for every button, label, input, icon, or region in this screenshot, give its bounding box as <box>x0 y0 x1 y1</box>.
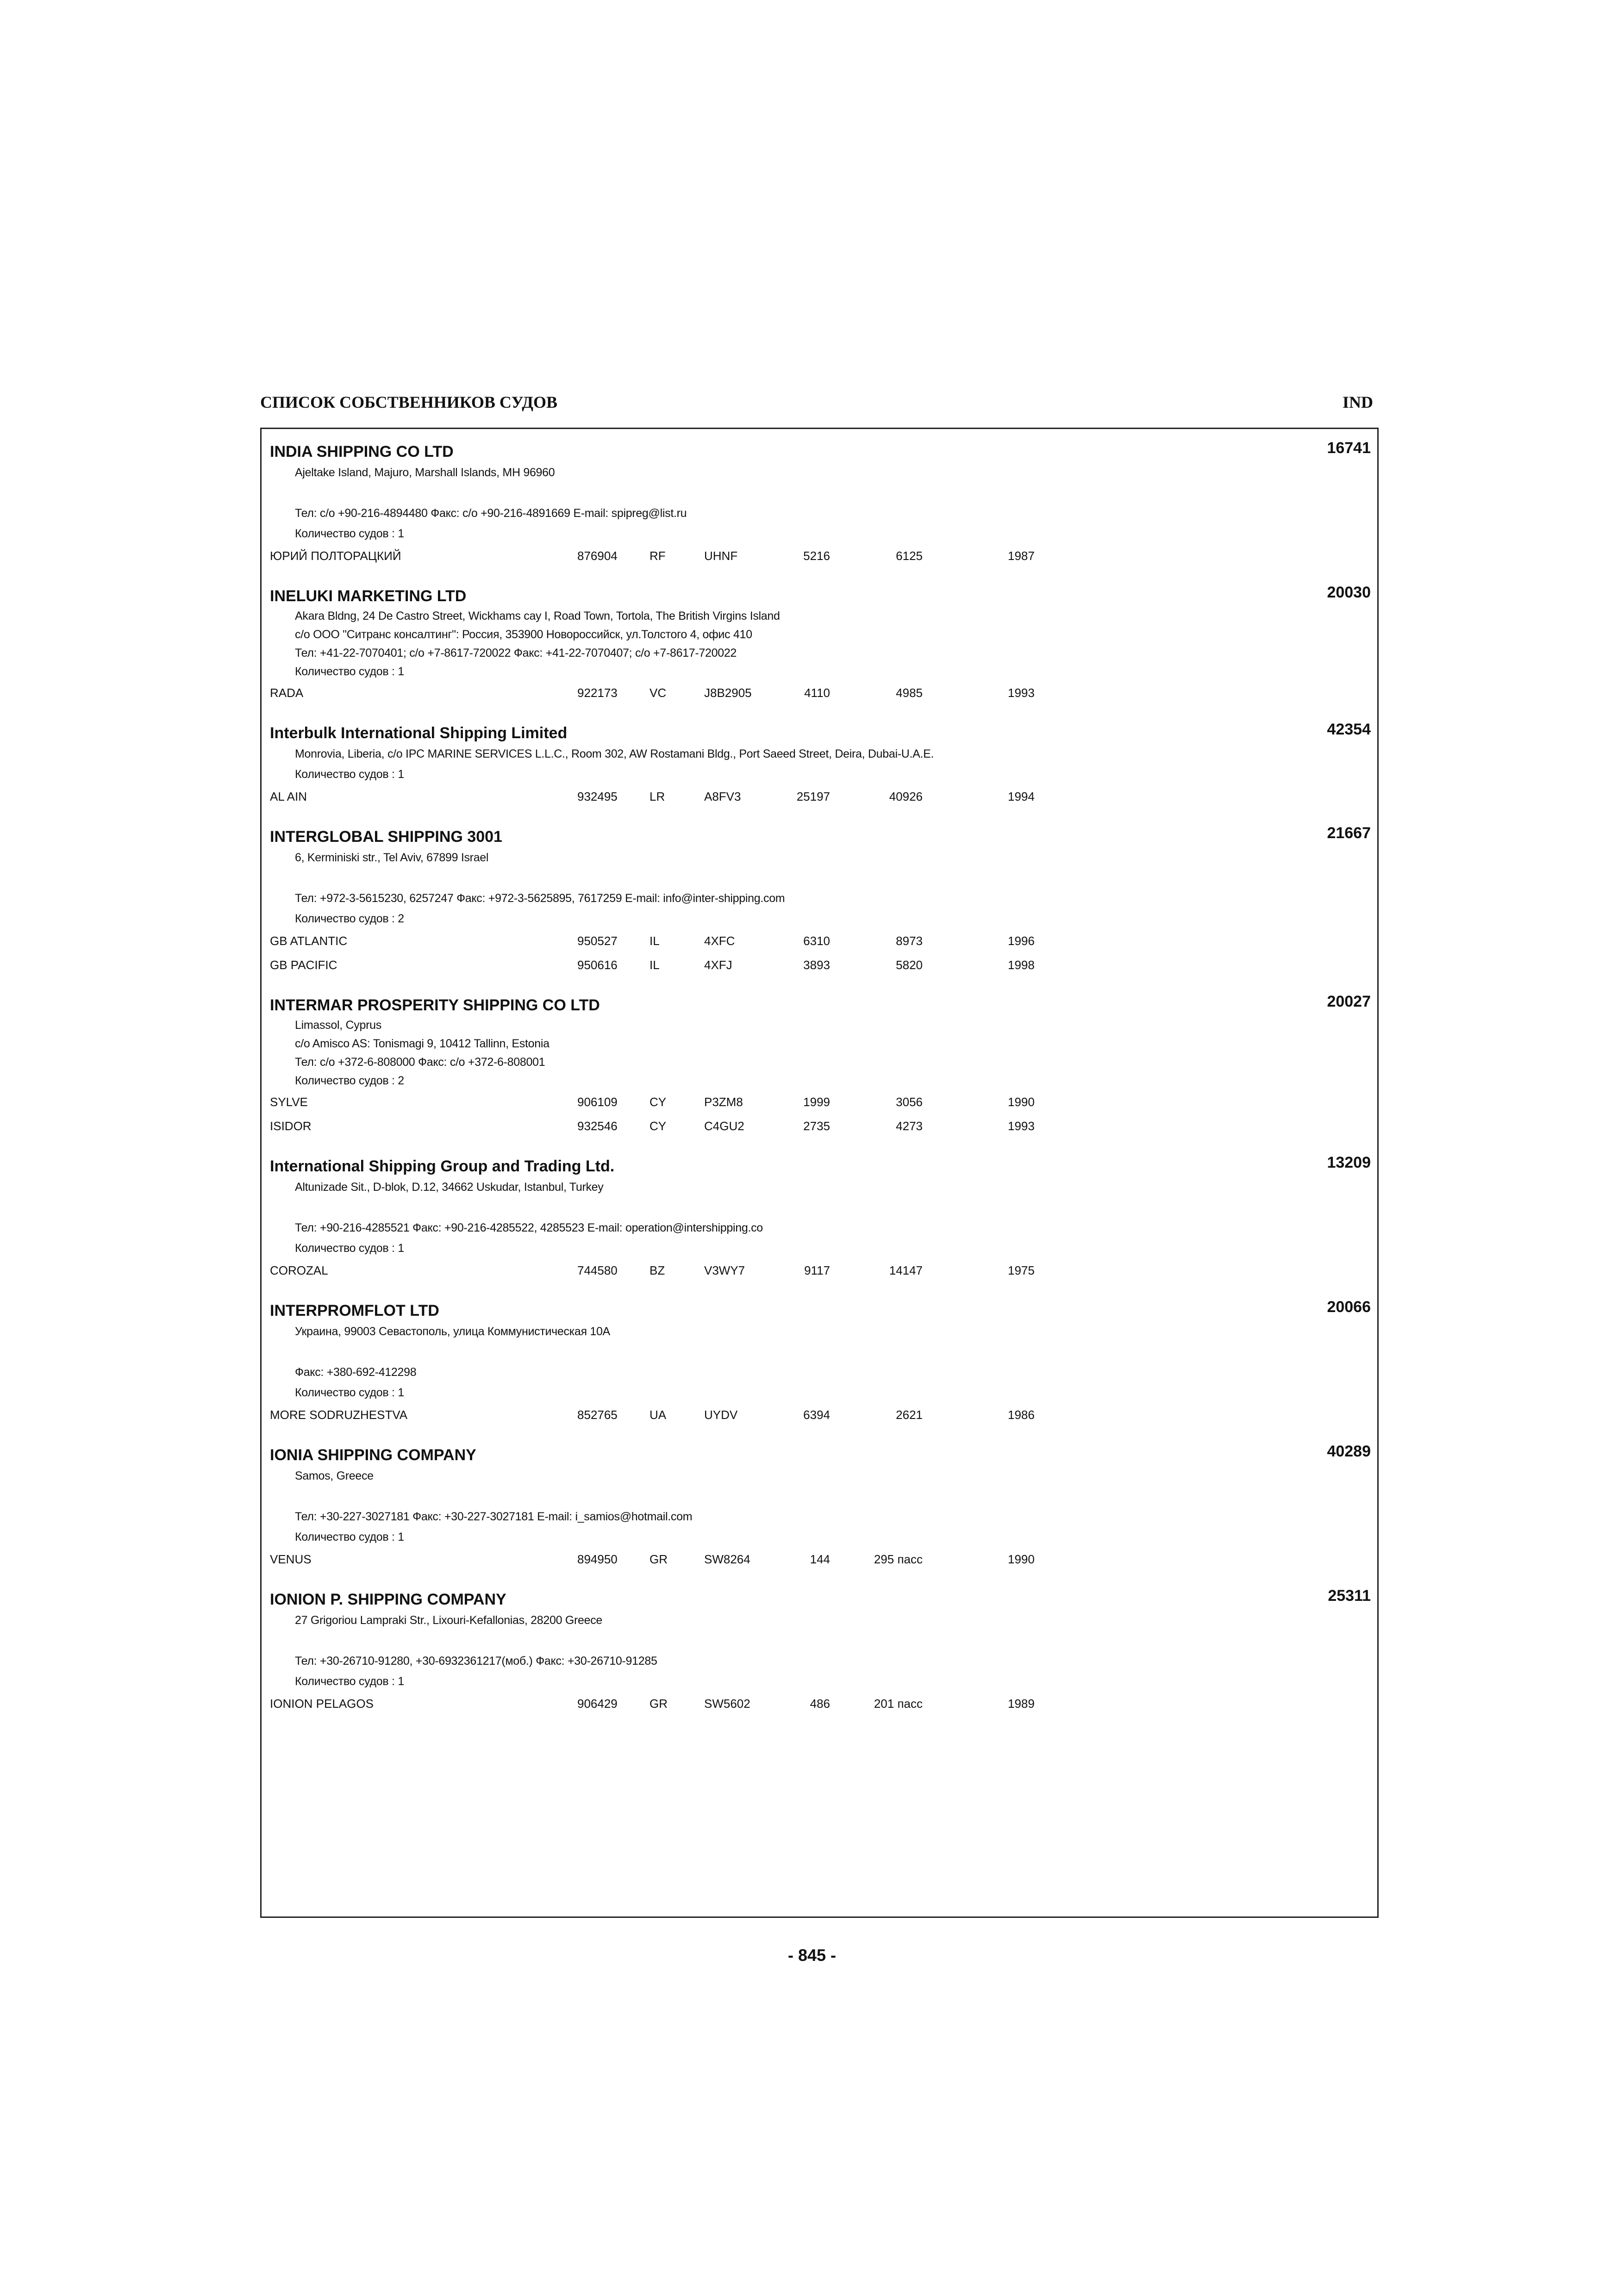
vessel-year: 1989 <box>1008 1697 1035 1711</box>
owner-entry <box>270 1298 1371 1427</box>
owner-entry <box>270 1443 1371 1571</box>
vessel-name: IONION PELAGOS <box>270 1697 374 1711</box>
owner-name: INTERPROMFLOT LTD <box>270 1302 439 1319</box>
vessel-flag: GR <box>650 1552 668 1566</box>
owner-entries <box>270 439 1371 1731</box>
owner-info-line: Limassol, Cyprus <box>295 1019 381 1032</box>
owner-reg-number: 40289 <box>1327 1443 1371 1460</box>
owner-info-line: Факс: +380-692-412298 <box>295 1366 417 1379</box>
vessel-year: 1987 <box>1008 549 1035 563</box>
owner-entry <box>270 824 1371 977</box>
owner-reg-number: 20027 <box>1327 993 1371 1010</box>
vessel-callsign: C4GU2 <box>704 1119 744 1133</box>
spacer <box>270 868 1371 888</box>
vessel-gt: 144 <box>810 1552 830 1566</box>
vessel-imo: 950527 <box>577 934 618 948</box>
owner-info-line: Тел: +30-227-3027181 Факс: +30-227-3027181 E-mail: i_samios@hotmail.com <box>295 1510 693 1523</box>
vessel-imo: 852765 <box>577 1408 618 1422</box>
owner-reg-number: 20066 <box>1327 1298 1371 1316</box>
vessel-imo: 950616 <box>577 958 618 972</box>
vessel-row <box>270 1258 1371 1282</box>
page-header <box>260 392 1380 416</box>
vessel-name: RADA <box>270 686 304 700</box>
vessel-imo: 906429 <box>577 1697 618 1711</box>
vessel-flag: GR <box>650 1697 668 1711</box>
owner-name: Interbulk International Shipping Limited <box>270 724 568 742</box>
owner-info-line: Украина, 99003 Севастополь, улица Коммунистическая 10А <box>295 1325 610 1338</box>
owner-entry <box>270 584 1371 705</box>
vessel-row <box>270 681 1371 705</box>
vessel-dwt: 14147 <box>889 1263 923 1277</box>
vessel-gt: 25197 <box>796 790 830 803</box>
vessel-year: 1993 <box>1008 686 1035 700</box>
owner-reg-number: 21667 <box>1327 824 1371 842</box>
vessel-callsign: UHNF <box>704 549 738 563</box>
vessel-row <box>270 1692 1371 1716</box>
vessel-row <box>270 929 1371 953</box>
vessel-name: GB PACIFIC <box>270 958 337 972</box>
vessel-callsign: UYDV <box>704 1408 738 1422</box>
owner-name: INELUKI MARKETING LTD <box>270 587 467 605</box>
owner-info-line: Тел: +972-3-5615230, 6257247 Факс: +972-3-5625895, 7617259 E-mail: info@inter-shipping.com <box>295 892 785 905</box>
owner-info-line: Тел: +41-22-7070401; c/o +7-8617-720022 Факс: +41-22-7070407; c/o +7-8617-720022 <box>295 647 737 660</box>
vessel-row <box>270 1114 1371 1138</box>
owner-info-line: Тел: c/o +372-6-808000 Факс: c/o +372-6-808001 <box>295 1056 545 1069</box>
owner-list-frame <box>260 428 1379 1918</box>
vessel-callsign: V3WY7 <box>704 1263 745 1277</box>
owner-info-line: Количество судов : 2 <box>295 912 404 925</box>
vessel-gt: 9117 <box>804 1263 830 1277</box>
vessel-row <box>270 784 1371 809</box>
vessel-row <box>270 1547 1371 1571</box>
vessel-dwt: 2621 <box>896 1408 923 1422</box>
vessel-imo: 744580 <box>577 1263 618 1277</box>
vessel-dwt: 4273 <box>896 1119 923 1133</box>
owner-name: IONION P. SHIPPING COMPANY <box>270 1591 506 1608</box>
owner-info-line: Samos, Greece <box>295 1469 374 1482</box>
spacer <box>270 1486 1371 1506</box>
owner-info-line: Тел: +30-26710-91280, +30-6932361217(моб.) Факс: +30-26710-91285 <box>295 1655 657 1668</box>
vessel-imo: 922173 <box>577 686 618 700</box>
owner-info-line: 6, Kerminiski str., Tel Aviv, 67899 Israel <box>295 851 489 864</box>
vessel-name: MORE SODRUZHESTVA <box>270 1408 408 1422</box>
owner-entry <box>270 993 1371 1138</box>
page-number: - 845 - <box>787 1946 837 1965</box>
spacer <box>270 1197 1371 1218</box>
vessel-gt: 5216 <box>803 549 830 563</box>
vessel-imo: 906109 <box>577 1095 618 1109</box>
vessel-flag: BZ <box>650 1263 665 1277</box>
vessel-row <box>270 953 1371 977</box>
page-title: СПИСОК СОБСТВЕННИКОВ СУДОВ <box>260 393 558 411</box>
vessel-gt: 6394 <box>803 1408 830 1422</box>
vessel-gt: 2735 <box>803 1119 830 1133</box>
vessel-year: 1996 <box>1008 934 1035 948</box>
owner-entry <box>270 439 1371 568</box>
vessel-flag: VC <box>650 686 667 700</box>
vessel-gt: 1999 <box>803 1095 830 1109</box>
vessel-dwt: 6125 <box>896 549 923 563</box>
vessel-callsign: J8B2905 <box>704 686 752 700</box>
spacer <box>270 1342 1371 1362</box>
owner-info-line: Akara Bldng, 24 De Castro Street, Wickhams cay I, Road Town, Tortola, The British Virgins Island <box>295 610 780 622</box>
owner-info-line: Количество судов : 1 <box>295 1531 404 1543</box>
vessel-year: 1990 <box>1008 1552 1035 1566</box>
vessel-gt: 6310 <box>803 934 830 948</box>
vessel-imo: 932495 <box>577 790 618 803</box>
owner-name: INTERGLOBAL SHIPPING 3001 <box>270 828 502 846</box>
spacer <box>270 483 1371 503</box>
vessel-gt: 486 <box>810 1697 830 1711</box>
owner-info-line: 27 Grigoriou Lampraki Str., Lixouri-Kefallonias, 28200 Greece <box>295 1614 603 1627</box>
vessel-dwt: 295 пасс <box>874 1552 923 1566</box>
vessel-flag: CY <box>650 1095 667 1109</box>
vessel-dwt: 8973 <box>896 934 923 948</box>
owner-info-line: Ajeltake Island, Majuro, Marshall Islands, MH 96960 <box>295 466 555 479</box>
vessel-year: 1975 <box>1008 1263 1035 1277</box>
vessel-year: 1986 <box>1008 1408 1035 1422</box>
vessel-row <box>270 1090 1371 1114</box>
owner-name: INDIA SHIPPING CO LTD <box>270 443 454 460</box>
vessel-name: COROZAL <box>270 1263 328 1277</box>
vessel-imo: 932546 <box>577 1119 618 1133</box>
vessel-flag: IL <box>650 934 660 948</box>
owner-info-line: c/o ООО "Ситранс консалтинг": Россия, 353900 Новороссийск, ул.Толстого 4, офис 410 <box>295 628 752 641</box>
vessel-name: ЮРИЙ ПОЛТОРАЦКИЙ <box>270 549 401 563</box>
spacer <box>270 1630 1371 1651</box>
owner-name: International Shipping Group and Trading Ltd. <box>270 1157 615 1175</box>
vessel-flag: CY <box>650 1119 667 1133</box>
vessel-year: 1993 <box>1008 1119 1035 1133</box>
vessel-flag: UA <box>650 1408 667 1422</box>
vessel-gt: 3893 <box>803 958 830 972</box>
owner-name: IONIA SHIPPING COMPANY <box>270 1446 476 1464</box>
vessel-year: 1994 <box>1008 790 1035 803</box>
vessel-dwt: 201 пасс <box>874 1697 923 1711</box>
vessel-year: 1998 <box>1008 958 1035 972</box>
vessel-year: 1990 <box>1008 1095 1035 1109</box>
vessel-callsign: 4XFJ <box>704 958 732 972</box>
vessel-name: AL AIN <box>270 790 307 803</box>
owner-entry <box>270 1154 1371 1282</box>
vessel-callsign: A8FV3 <box>704 790 741 803</box>
vessel-gt: 4110 <box>804 686 830 700</box>
owner-info-line: Количество судов : 2 <box>295 1074 404 1087</box>
owner-reg-number: 16741 <box>1327 439 1371 457</box>
owner-entry <box>270 721 1371 809</box>
owner-reg-number: 13209 <box>1327 1154 1371 1171</box>
vessel-name: GB ATLANTIC <box>270 934 348 948</box>
vessel-row <box>270 1403 1371 1427</box>
vessel-imo: 876904 <box>577 549 618 563</box>
owner-info-line: Тел: c/o +90-216-4894480 Факс: c/o +90-216-4891669 E-mail: spipreg@list.ru <box>295 507 687 520</box>
vessel-name: SYLVE <box>270 1095 308 1109</box>
vessel-callsign: 4XFC <box>704 934 735 948</box>
owner-info-line: Количество судов : 1 <box>295 527 404 540</box>
owner-reg-number: 42354 <box>1327 721 1371 738</box>
owner-name: INTERMAR PROSPERITY SHIPPING CO LTD <box>270 996 600 1014</box>
vessel-dwt: 5820 <box>896 958 923 972</box>
owner-info-line: c/o Amisco AS: Tonismagi 9, 10412 Tallinn, Estonia <box>295 1037 550 1050</box>
owner-info-line: Количество судов : 1 <box>295 1386 404 1399</box>
owner-reg-number: 25311 <box>1328 1587 1371 1605</box>
owner-info-line: Тел: +90-216-4285521 Факс: +90-216-4285522, 4285523 E-mail: operation@intershipping.co <box>295 1221 763 1234</box>
vessel-dwt: 40926 <box>889 790 923 803</box>
owner-info-line: Количество судов : 1 <box>295 665 404 678</box>
section-code: IND <box>1342 393 1373 411</box>
owner-info-line: Количество судов : 1 <box>295 1242 404 1255</box>
vessel-callsign: SW5602 <box>704 1697 750 1711</box>
owner-info-line: Altunizade Sit., D-blok, D.12, 34662 Uskudar, Istanbul, Turkey <box>295 1181 604 1194</box>
vessel-flag: LR <box>650 790 665 803</box>
vessel-callsign: P3ZM8 <box>704 1095 743 1109</box>
vessel-callsign: SW8264 <box>704 1552 750 1566</box>
owner-info-line: Количество судов : 1 <box>295 768 404 781</box>
vessel-flag: RF <box>650 549 666 563</box>
owner-info-line: Monrovia, Liberia, c/o IPC MARINE SERVICES L.L.C., Room 302, AW Rostamani Bldg., Port Saeed Street, Deira, Dubai-U.A.E. <box>295 747 934 760</box>
vessel-name: VENUS <box>270 1552 312 1566</box>
vessel-flag: IL <box>650 958 660 972</box>
vessel-imo: 894950 <box>577 1552 618 1566</box>
vessel-name: ISIDOR <box>270 1119 312 1133</box>
owner-reg-number: 20030 <box>1327 584 1371 601</box>
vessel-row <box>270 544 1371 568</box>
owner-info-line: Количество судов : 1 <box>295 1675 404 1688</box>
owner-entry <box>270 1587 1371 1716</box>
vessel-dwt: 4985 <box>896 686 923 700</box>
vessel-dwt: 3056 <box>896 1095 923 1109</box>
